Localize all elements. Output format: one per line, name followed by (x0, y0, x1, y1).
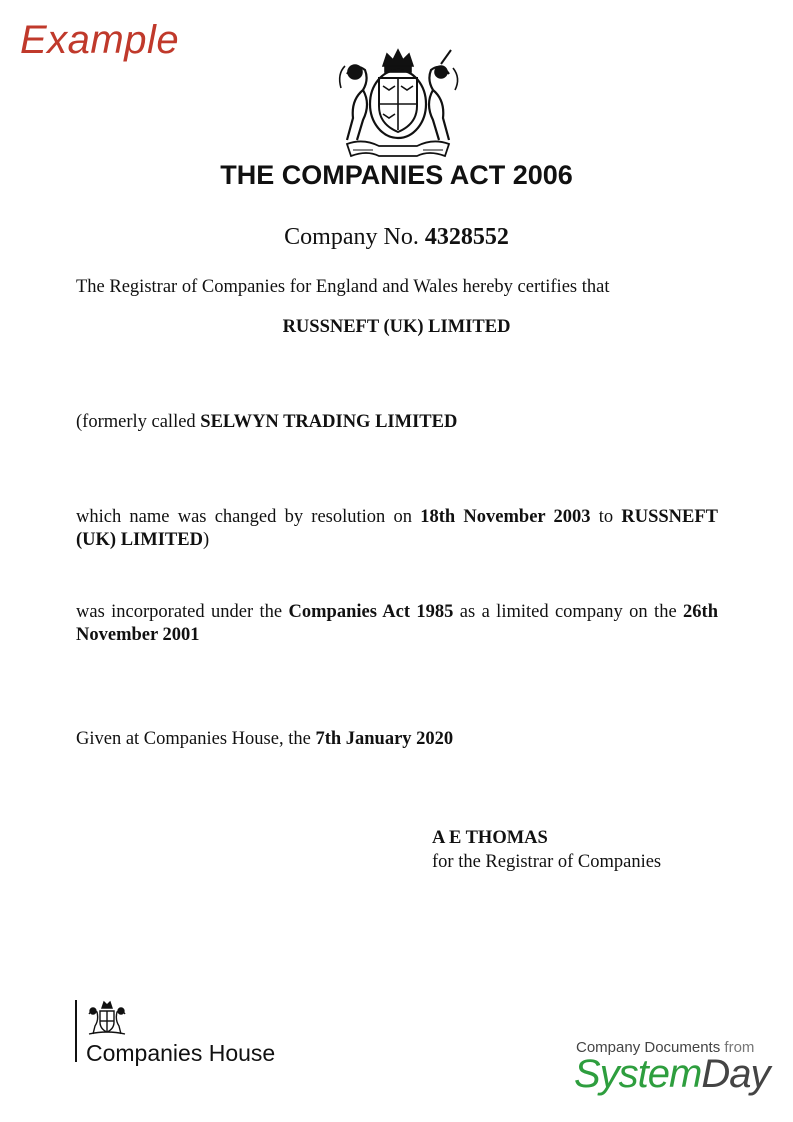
signatory-name: A E THOMAS (432, 828, 548, 848)
name-change-paragraph (76, 506, 718, 552)
company-name: RUSSNEFT (UK) LIMITED (282, 317, 511, 337)
company-number-line (0, 224, 793, 251)
companies-house-logo-text: Companies House (86, 1040, 276, 1066)
change-text-1: which name was changed by resolution on (76, 507, 421, 527)
certificate-intro: The Registrar of Companies for England and Wales hereby certifies that (76, 277, 610, 297)
systemday-logo-day: Day (701, 1052, 770, 1096)
example-watermark: Example (20, 18, 180, 62)
royal-coat-of-arms-icon (333, 44, 463, 162)
company-number-label: Company No. (284, 224, 419, 250)
incorp-text-2: as a limited company on the (453, 602, 684, 622)
document-title: THE COMPANIES ACT 2006 (220, 160, 573, 190)
signatory-role: for the Registrar of Companies (432, 852, 662, 872)
royal-crest-small-icon (85, 1000, 129, 1038)
systemday-logo-system: System (574, 1052, 702, 1096)
incorp-text-1: was incorporated under the (76, 602, 289, 622)
change-text-2: to (590, 507, 622, 527)
change-date: 18th November 2003 (420, 507, 591, 527)
change-close: ) (202, 530, 210, 550)
change-new-name: RUSSNEFT (UK) LIMITED (76, 507, 718, 550)
company-number-value: 4328552 (424, 224, 509, 250)
incorp-date: 26th November 2001 (76, 602, 718, 645)
companies-house-divider (75, 1000, 77, 1062)
former-name-prefix: (formerly called (76, 412, 201, 432)
former-name: SELWYN TRADING LIMITED (200, 412, 458, 432)
given-text: Given at Companies House, the (76, 729, 316, 749)
signature-block (432, 826, 661, 874)
incorporation-paragraph (76, 601, 718, 647)
systemday-tagline-from: from (724, 1039, 755, 1056)
given-date: 7th January 2020 (315, 729, 454, 749)
systemday-tagline-main: Company Documents (576, 1039, 721, 1056)
systemday-logo (574, 1052, 770, 1097)
incorp-act: Companies Act 1985 (288, 602, 454, 622)
given-at-line (76, 728, 718, 751)
former-name-line (76, 411, 718, 434)
